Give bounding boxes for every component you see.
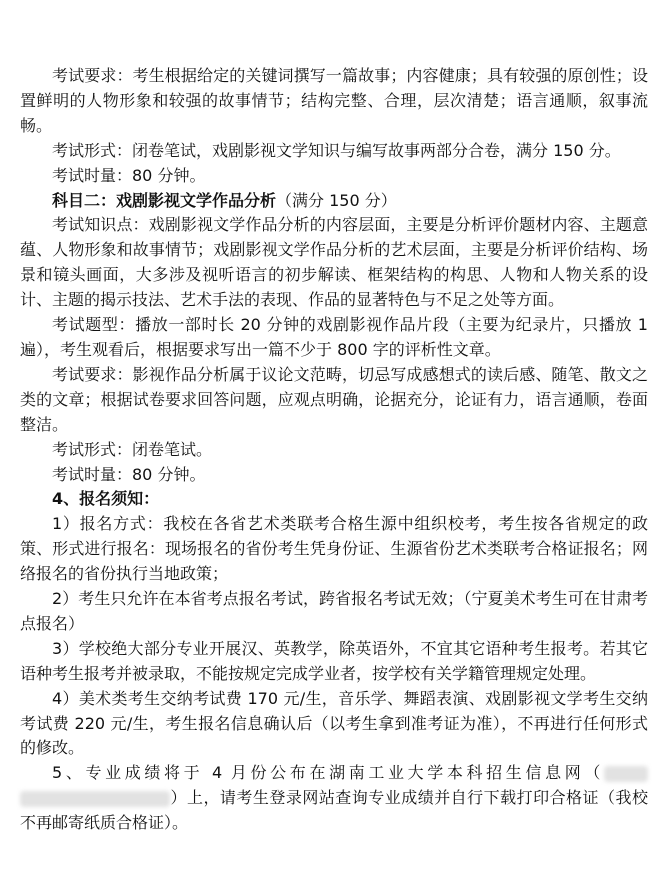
subject2-form: 考试形式：闭卷笔试。 [52, 439, 213, 459]
subject2-score: （满分 150 分） [276, 190, 397, 210]
subject2-title: 科目二：戏剧影视文学作品分析 [52, 190, 277, 210]
score-publish-after: ）上，请考生登录网站查询专业成绩并自行下载打印合格证（我校不再邮寄纸质合格证）。 [20, 788, 648, 833]
subject2-requirement: 考试要求：影视作品分析属于议论文范畴，切忌写成感想式的读后感、随笔、散文之类的文章；根据试卷要求回答问题，应观点明确，论据充分，论证有力，语言通顺，卷面整洁。 [20, 364, 648, 434]
score-publish-notice [20, 761, 648, 836]
score-publish-before: 5、专业成绩将于 4 月份公布在湖南工业大学本科招生信息网（ [52, 763, 604, 783]
registration-item-1: 1）报名方式：我校在各省艺术类联考合格生源中组织校考，考生按各省规定的政策、形式进行报名：现场报名的省份考生凭身份证、生源省份艺术类联考合格证报名；网络报名的省份执行当地政策； [20, 514, 648, 584]
exam-requirement-1: 考试要求：考生根据给定的关键词撰写一篇故事；内容健康；具有较强的原创性；设置鲜明的人物形象和较强的故事情节；结构完整、合理，层次清楚；语言通顺，叙事流畅。 [20, 66, 648, 135]
registration-item-4: 4）美术类考生交纳考试费 170 元/生，音乐学、舞蹈表演、戏剧影视文学考生交纳考试费 220 元/生，考生报名信息确认后（以考生拿到准考证为准），不再进行任何形式的修改。 [20, 688, 648, 758]
subject2-time: 考试时量：80 分钟。 [52, 464, 206, 484]
subject2-knowledge: 考试知识点：戏剧影视文学作品分析的内容层面，主要是分析评价题材内容、主题意蕴、人物形象和故事情节；戏剧影视文学作品分析的艺术层面，主要是分析评价结构、场景和镜头画面，大多涉及视听语言的初步解读、框架结构的构思、人物和人物关系的设计、主题的揭示技法、艺术手法的表现、作品的显著特色与不足之处等方面。 [20, 215, 648, 310]
redacted-url-part-1 [604, 766, 648, 782]
document-body [20, 64, 648, 836]
subject2-heading [20, 189, 648, 214]
registration-item-3: 3）学校绝大部分专业开展汉、英教学，除英语外，不宜其它语种考生报考。若其它语种考生报考并被录取，不能按规定完成学业者，按学校有关学籍管理规定处理。 [20, 638, 648, 683]
exam-form-1: 考试形式：闭卷笔试，戏剧影视文学知识与编写故事两部分合卷，满分 150 分。 [52, 140, 621, 160]
registration-item-2: 2）考生只允许在本省考点报名考试，跨省报名考试无效；（宁夏美术考生可在甘肃考点报名） [20, 589, 648, 633]
subject2-question-type: 考试题型：播放一部时长 20 分钟的戏剧影视作品片段（主要为纪录片，只播放 1 遍），考生观看后，根据要求写出一篇不少于 800 字的评析性文章。 [20, 315, 648, 359]
redacted-url-part-2 [20, 791, 170, 807]
registration-heading: 4、报名须知： [52, 489, 160, 509]
exam-time-1: 考试时量：80 分钟。 [52, 165, 206, 185]
